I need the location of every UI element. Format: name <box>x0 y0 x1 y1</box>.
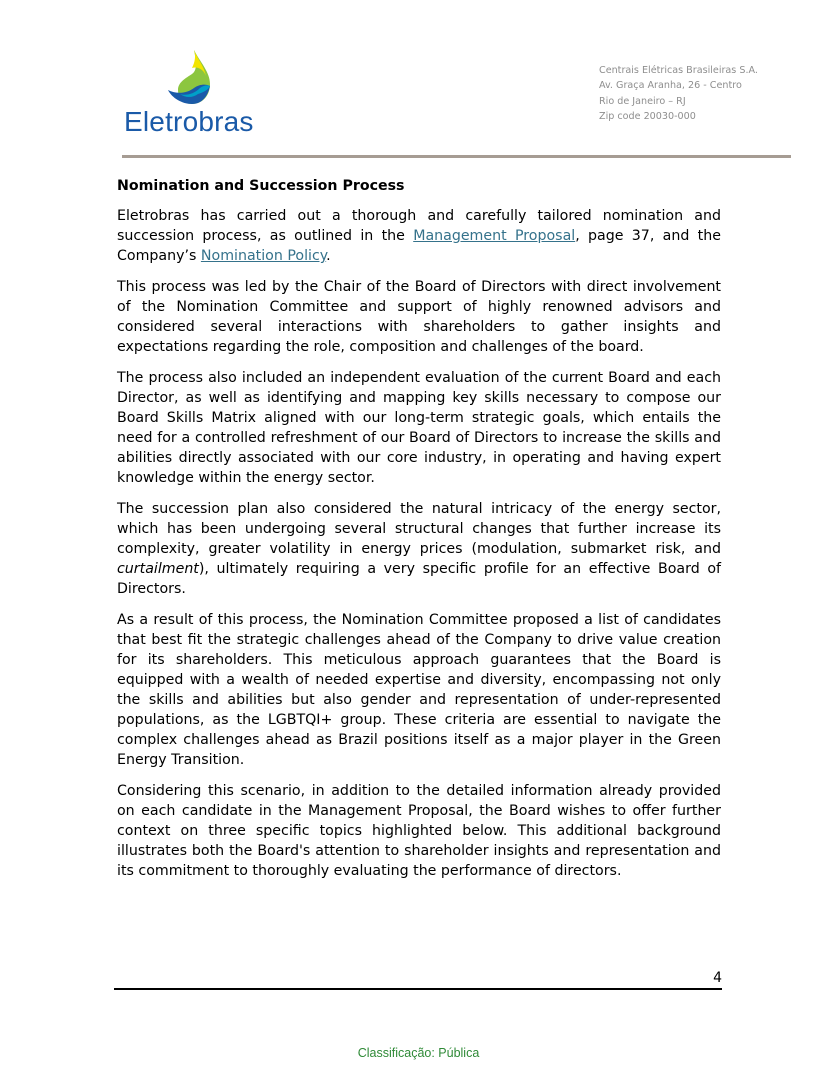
address-line: Rio de Janeiro – RJ <box>599 95 686 107</box>
text-span: The succession plan also considered the natural intricacy of the energy sector, which has been undergoing several structural changes that further increase its complexity, greater volatility in energy prices (modulation, submarket risk, and <box>117 501 721 557</box>
text-span: Eletrobras has carried out a thorough and carefully tailored nomination and succession process, as outlined in the <box>117 208 721 244</box>
paragraph-result: As a result of this process, the Nomination Committee proposed a list of candidates that best fit the strategic challenges ahead of the Company to drive value creation for its shareholders. This meticulous approach guarantees that the Board is equipped with a wealth of needed expertise and diversity, encompassing not only the skills and abilities but also gender and representation of under-represented populations, as the LGBTQI+ group. These criteria are essential to navigate the complex challenges ahead as Brazil positions itself as a major player in the Green Energy Transition. <box>117 612 721 768</box>
classification-label: Classificação: Pública <box>357 1046 480 1060</box>
document-body <box>117 176 721 892</box>
header-divider <box>122 155 791 158</box>
paragraph-process-led: This process was led by the Chair of the Board of Directors with direct involvement of the Nomination Committee and support of highly renowned advisors and considered several interactions with shareholders to gather insights and expectations regarding the role, composition and challenges of the board. <box>117 279 721 355</box>
management-proposal-link[interactable]: Management Proposal <box>413 228 576 244</box>
paragraph-intro <box>117 206 721 266</box>
leaf-drop-icon <box>166 48 218 106</box>
address-line: Centrais Elétricas Brasileiras S.A. <box>599 65 758 76</box>
footer-divider <box>114 988 722 990</box>
address-line: Zip code 20030-000 <box>599 110 696 122</box>
text-span: ), ultimately requiring a very specific profile for an effective Board of Directors. <box>117 561 721 597</box>
company-address <box>599 63 758 124</box>
nomination-policy-link[interactable]: Nomination Policy <box>200 248 327 264</box>
paragraph-evaluation: The process also included an independent evaluation of the current Board and each Director, as well as identifying and mapping key skills necessary to compose our Board Skills Matrix aligned with our long-term strategic goals, which entails the need for a controlled refreshment of our Board of Directors to increase the skills and abilities directly associated with our core industry, in operating and having expert knowledge within the energy sector. <box>117 370 721 486</box>
text-span: . <box>326 248 331 264</box>
paragraph-succession-plan <box>117 499 721 599</box>
logo-wordmark: Eletrobras <box>124 106 254 137</box>
paragraph-scenario: Considering this scenario, in addition to the detailed information already provided on each candidate in the Management Proposal, the Board wishes to offer further context on three specific topics highlighted below. This additional background illustrates both the Board's attention to shareholder insights and representation and its commitment to thoroughly evaluating the performance of directors. <box>117 783 721 879</box>
text-span: , page 37, and the Company’s <box>117 228 721 264</box>
page-number: 4 <box>713 970 722 986</box>
eletrobras-logo <box>120 48 280 143</box>
italic-term: curtailment <box>117 561 199 577</box>
section-title: Nomination and Succession Process <box>117 178 405 194</box>
address-line: Av. Graça Aranha, 26 - Centro <box>599 80 742 92</box>
